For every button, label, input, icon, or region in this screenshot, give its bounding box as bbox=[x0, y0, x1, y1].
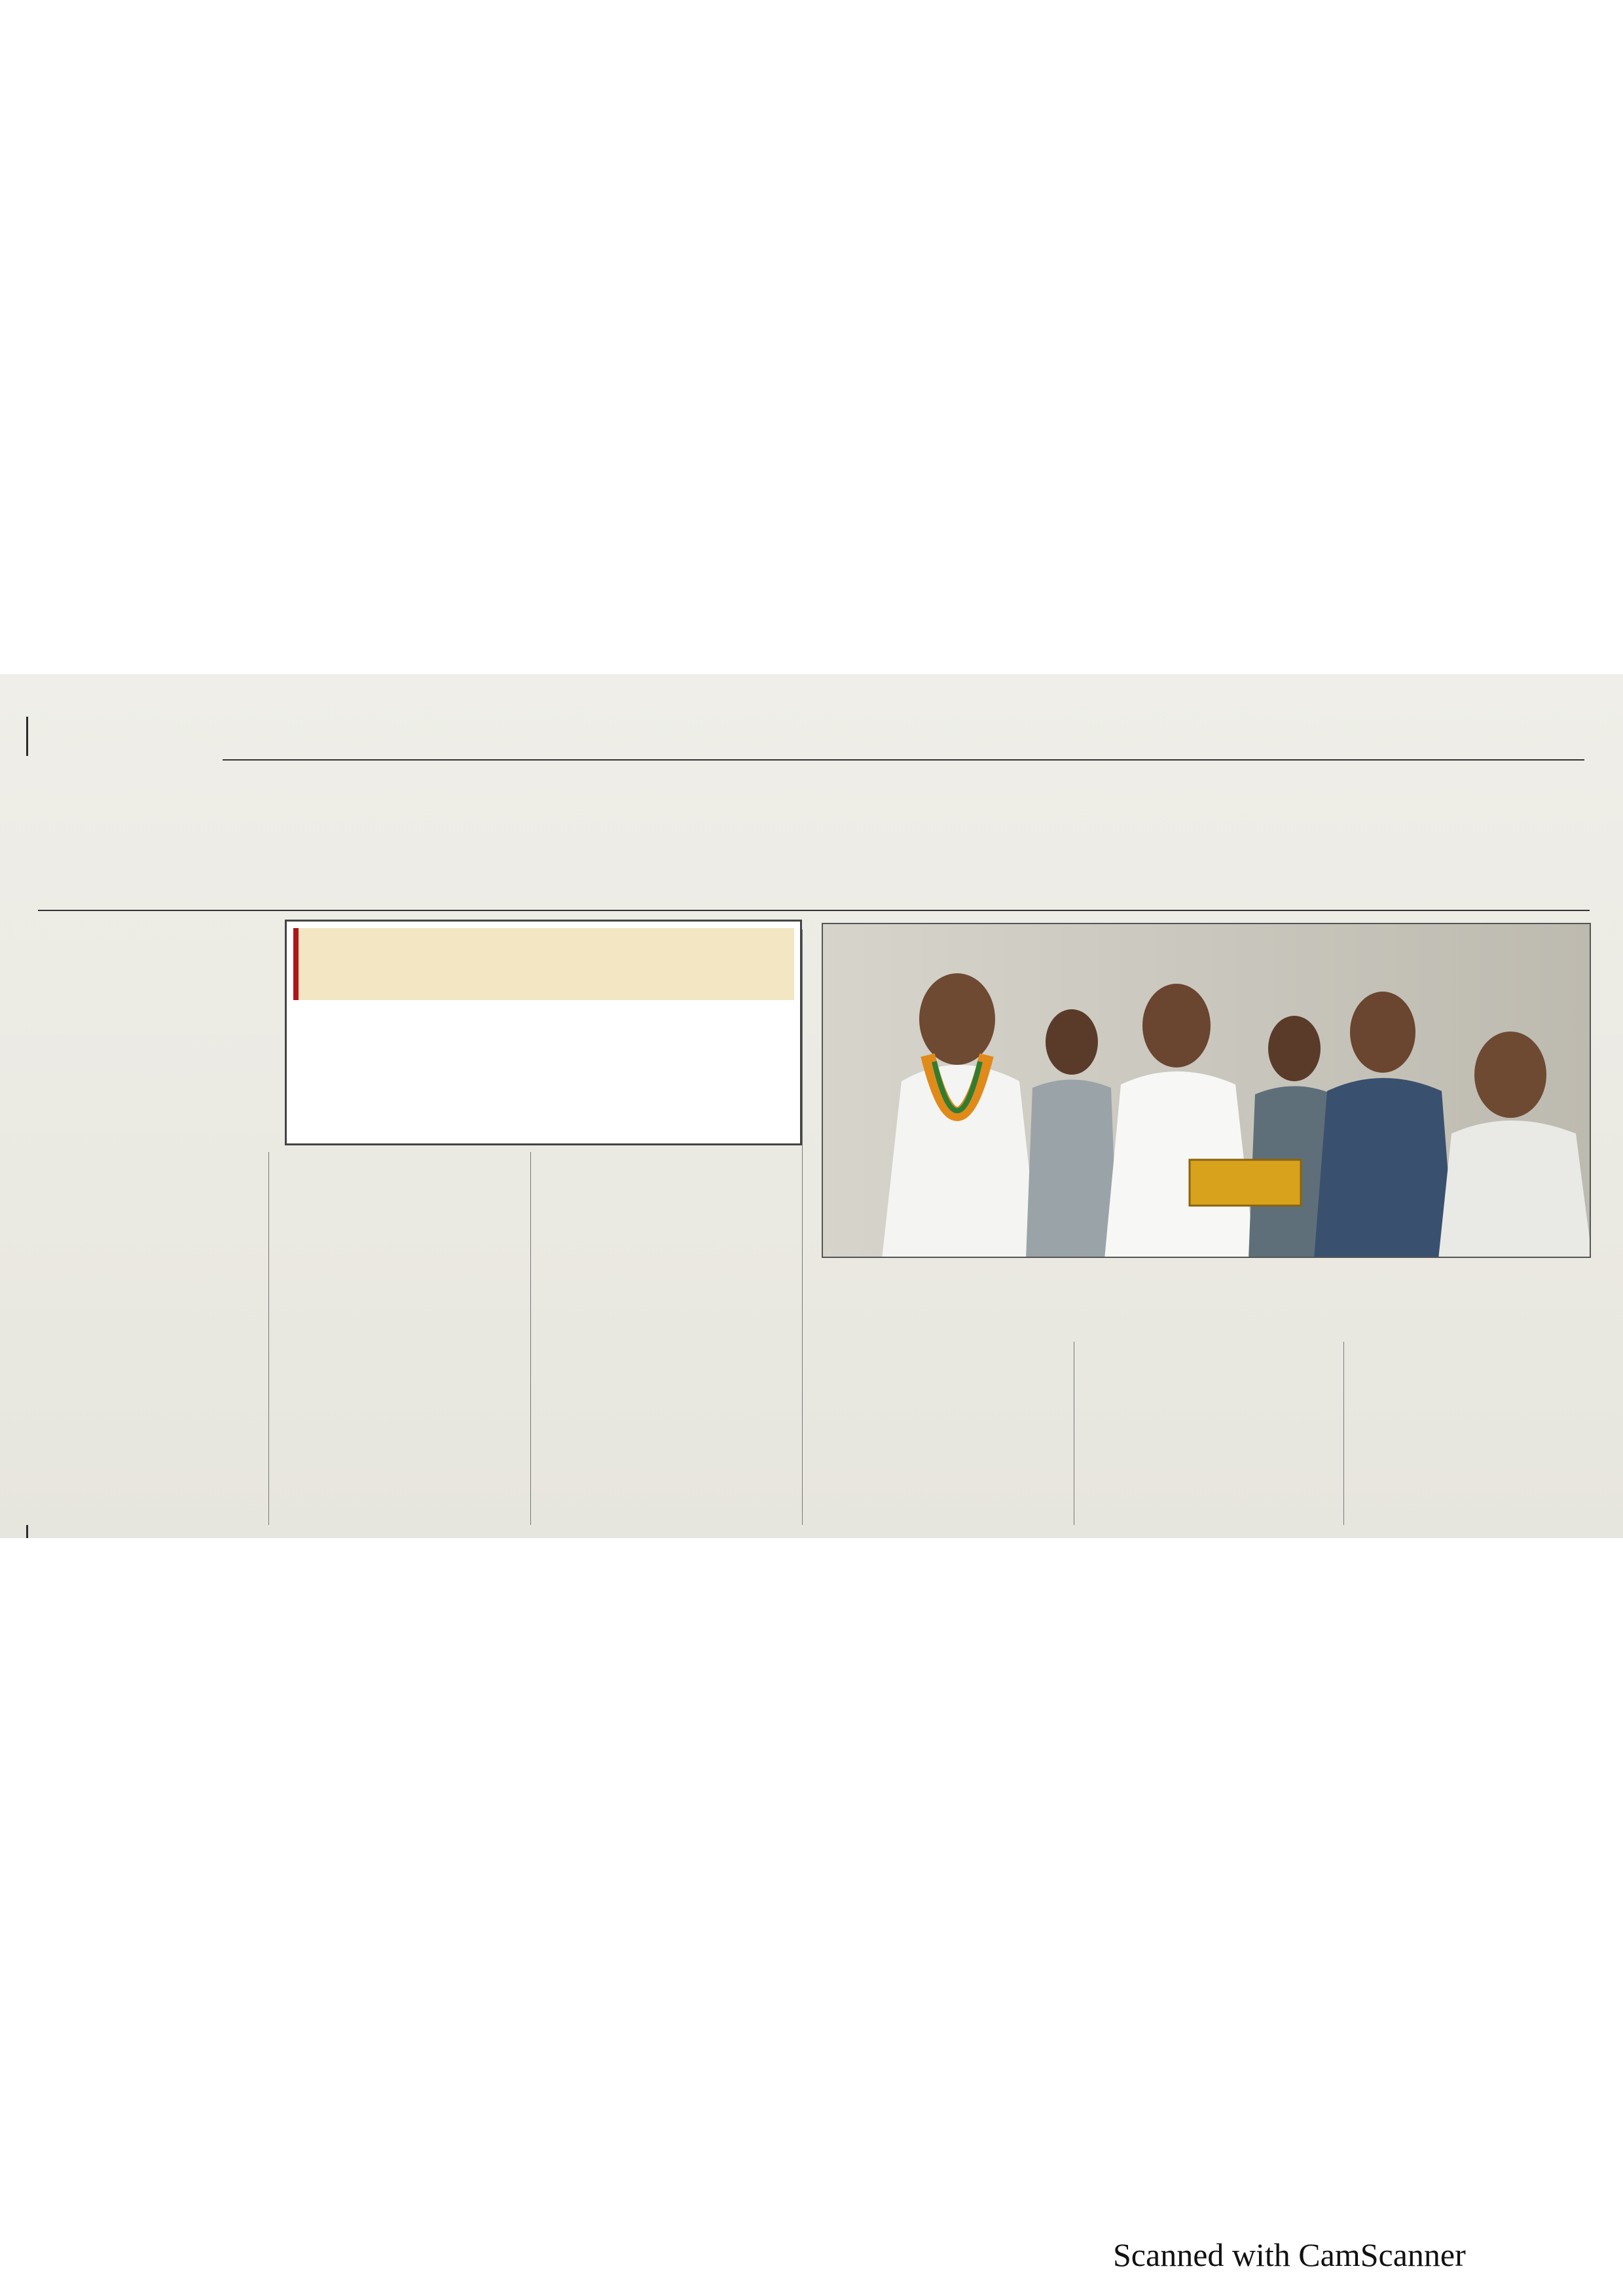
clipping-left-edge bbox=[26, 717, 28, 756]
sidebar-heading bbox=[293, 928, 794, 1000]
sidebar-body bbox=[300, 1007, 791, 1138]
scanner-watermark: Scanned with CamScanner bbox=[1113, 2236, 1466, 2273]
headline bbox=[38, 802, 1596, 906]
sidebar-box bbox=[285, 920, 802, 1145]
article-column-6 bbox=[1352, 1347, 1607, 1528]
column-divider bbox=[802, 929, 803, 1525]
news-photo-illustration bbox=[823, 924, 1591, 1258]
clipping-left-edge-lower bbox=[26, 1525, 28, 1538]
column-divider bbox=[268, 1152, 269, 1525]
headline-rule bbox=[38, 910, 1590, 911]
article-column-3 bbox=[547, 1162, 789, 1528]
article-column-5 bbox=[1087, 1347, 1336, 1528]
article-column-2 bbox=[275, 1162, 517, 1528]
dateline-rule bbox=[223, 759, 1584, 761]
photo-caption bbox=[818, 1263, 1591, 1329]
news-photo bbox=[822, 923, 1591, 1258]
column-divider bbox=[1343, 1342, 1344, 1525]
article-column-4 bbox=[812, 1347, 1054, 1528]
article-column-1 bbox=[38, 952, 264, 1528]
gift-box bbox=[1190, 1160, 1301, 1206]
column-divider bbox=[530, 1152, 531, 1525]
